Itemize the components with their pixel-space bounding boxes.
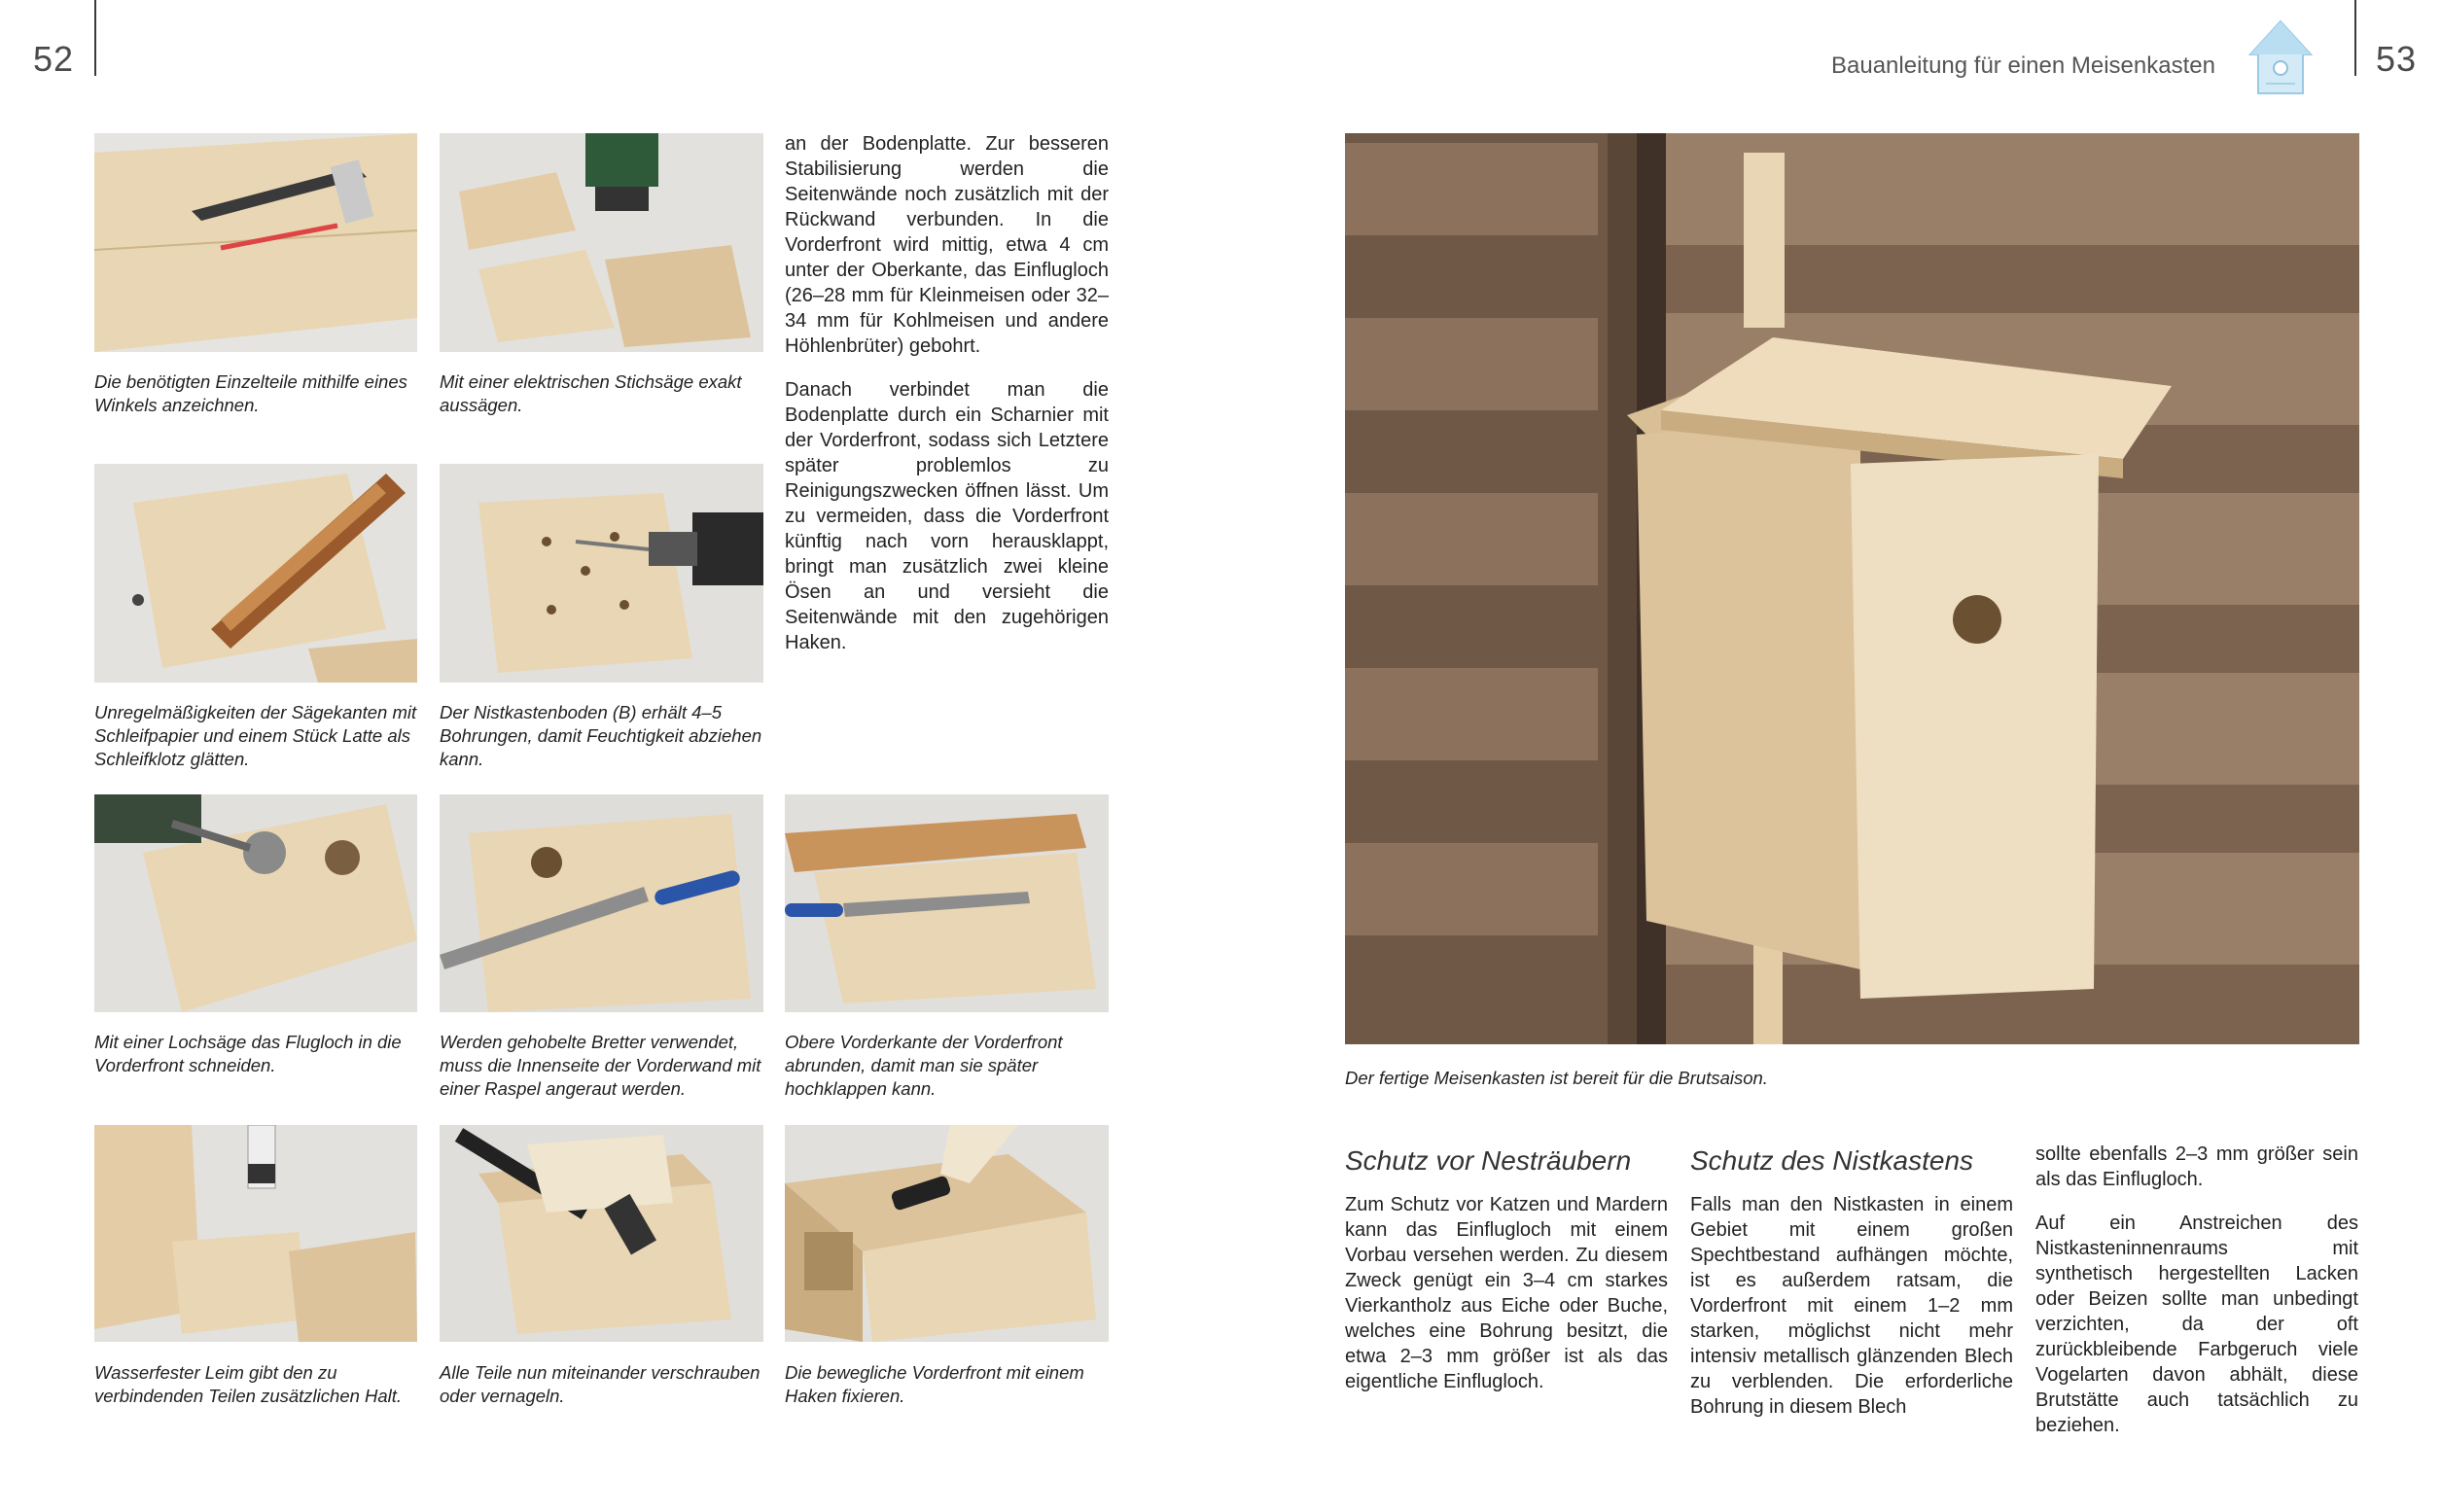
step-photo-hook (785, 1125, 1109, 1342)
right-header-rule (2354, 0, 2356, 76)
section-heading: Schutz vor Nesträubern (1345, 1145, 1632, 1176)
body-paragraph: sollte ebenfalls 2–3 mm größer sein als das Einflugloch. (2035, 1143, 2358, 1190)
step-caption: Wasserfester Leim gibt den zu verbindenden Teilen zusätzlichen Halt. (94, 1362, 403, 1406)
section-text-continued (2035, 1142, 2358, 1457)
section-text (1690, 1192, 2013, 1438)
hero-photo-finished-nestbox (1345, 133, 2359, 1044)
left-header-rule (94, 0, 96, 76)
body-paragraph: Danach verbindet man die Bodenplatte durch ein Scharnier mit der Vorderfront, sodass sich Letztere später problemlos zu Reinigungszwecken öffnen lässt. Um zu vermeiden, dass die Vorderfront künftig nach vorn herausklappt, bringt man zusätzlich zwei kleine Ösen an und versieht die Seitenwände mit den zugehörigen Haken. (785, 379, 1109, 653)
body-paragraph: an der Bodenplatte. Zur besseren Stabilisierung werden die Seitenwände noch zusätzlich mit der Rückwand verbunden. In die Vorderfront wird mittig, etwa 4 cm unter der Oberkante, das Einflugloch (26–28 mm für Kleinmeisen oder 32–34 mm für Kohlmeisen und andere Höhlenbrüter) gebohrt. (785, 133, 1109, 357)
step-caption: Werden gehobelte Bretter verwendet, muss die Innenseite der Vorderwand mit einer Raspel angeraut werden. (440, 1032, 761, 1099)
step-photo-glue (94, 1125, 417, 1342)
body-paragraph: Auf ein Anstreichen des Nistkasteninnenraums mit synthetisch hergestellten Lacken oder Beizen sollte man unbedingt verzichten, da der oft zurückbleibende Farbgeruch viele Vogelarten davon abhält, diese Brutstätte auch tatsächlich zu beziehen. (2035, 1213, 2358, 1436)
body-paragraph: Zum Schutz vor Katzen und Mardern kann das Einflugloch mit einem Vorbau versehen werden. Zu diesem Zweck genügt ein 3–4 cm starkes Vierkantholz aus Eiche oder Buche, welches eine Bohrung besitzt, die etwa 2–3 mm größer ist als das eigentliche Einflugloch. (1345, 1194, 1668, 1392)
step-photo-sanding (94, 464, 417, 683)
step-caption: Alle Teile nun miteinander verschrauben oder vernageln. (440, 1362, 761, 1406)
hero-caption: Der fertige Meisenkasten ist bereit für die Brutsaison. (1345, 1068, 1768, 1088)
step-photo-drilling-floor (440, 464, 763, 683)
step-caption: Mit einer elektrischen Stichsäge exakt aussägen. (440, 371, 742, 415)
left-body-text (785, 131, 1109, 674)
step-photo-hammer (440, 1125, 763, 1342)
birdhouse-icon (2246, 18, 2315, 97)
step-caption: Unregelmäßigkeiten der Sägekanten mit Schleifpapier und einem Stück Latte als Schleifklotz glätten. (94, 702, 417, 769)
step-caption: Mit einer Lochsäge das Flugloch in die Vorderfront schneiden. (94, 1032, 402, 1075)
step-photo-rounding-edge (785, 794, 1109, 1012)
step-caption: Die benötigten Einzelteile mithilfe eines Winkels anzeichnen. (94, 371, 407, 415)
step-caption: Die bewegliche Vorderfront mit einem Haken fixieren. (785, 1362, 1084, 1406)
running-title: Bauanleitung für einen Meisenkasten (1831, 53, 2215, 79)
section-heading: Schutz des Nistkastens (1690, 1145, 1974, 1176)
step-photo-rasp (440, 794, 763, 1012)
section-text (1345, 1192, 1668, 1413)
step-photo-marking (94, 133, 417, 352)
step-caption: Der Nistkastenboden (B) erhält 4–5 Bohrungen, damit Feuchtigkeit abziehen kann. (440, 702, 762, 769)
body-paragraph: Falls man den Nistkasten in einem Gebiet mit einem großen Spechtbestand aufhängen möchte, ist es außerdem ratsam, die Vorderfront mit einem 1–2 mm starken, möglichst nicht mehr intensiv metallisch glänzenden Blech zu verblenden. Die erforderliche Bohrung in diesem Blech (1690, 1194, 2013, 1418)
step-caption: Obere Vorderkante der Vorderfront abrunden, damit man sie später hochklappen kann. (785, 1032, 1063, 1099)
left-page-number: 52 (33, 39, 75, 79)
step-photo-jigsaw (440, 133, 763, 352)
right-page-number: 53 (2376, 39, 2418, 79)
step-photo-holesaw (94, 794, 417, 1012)
